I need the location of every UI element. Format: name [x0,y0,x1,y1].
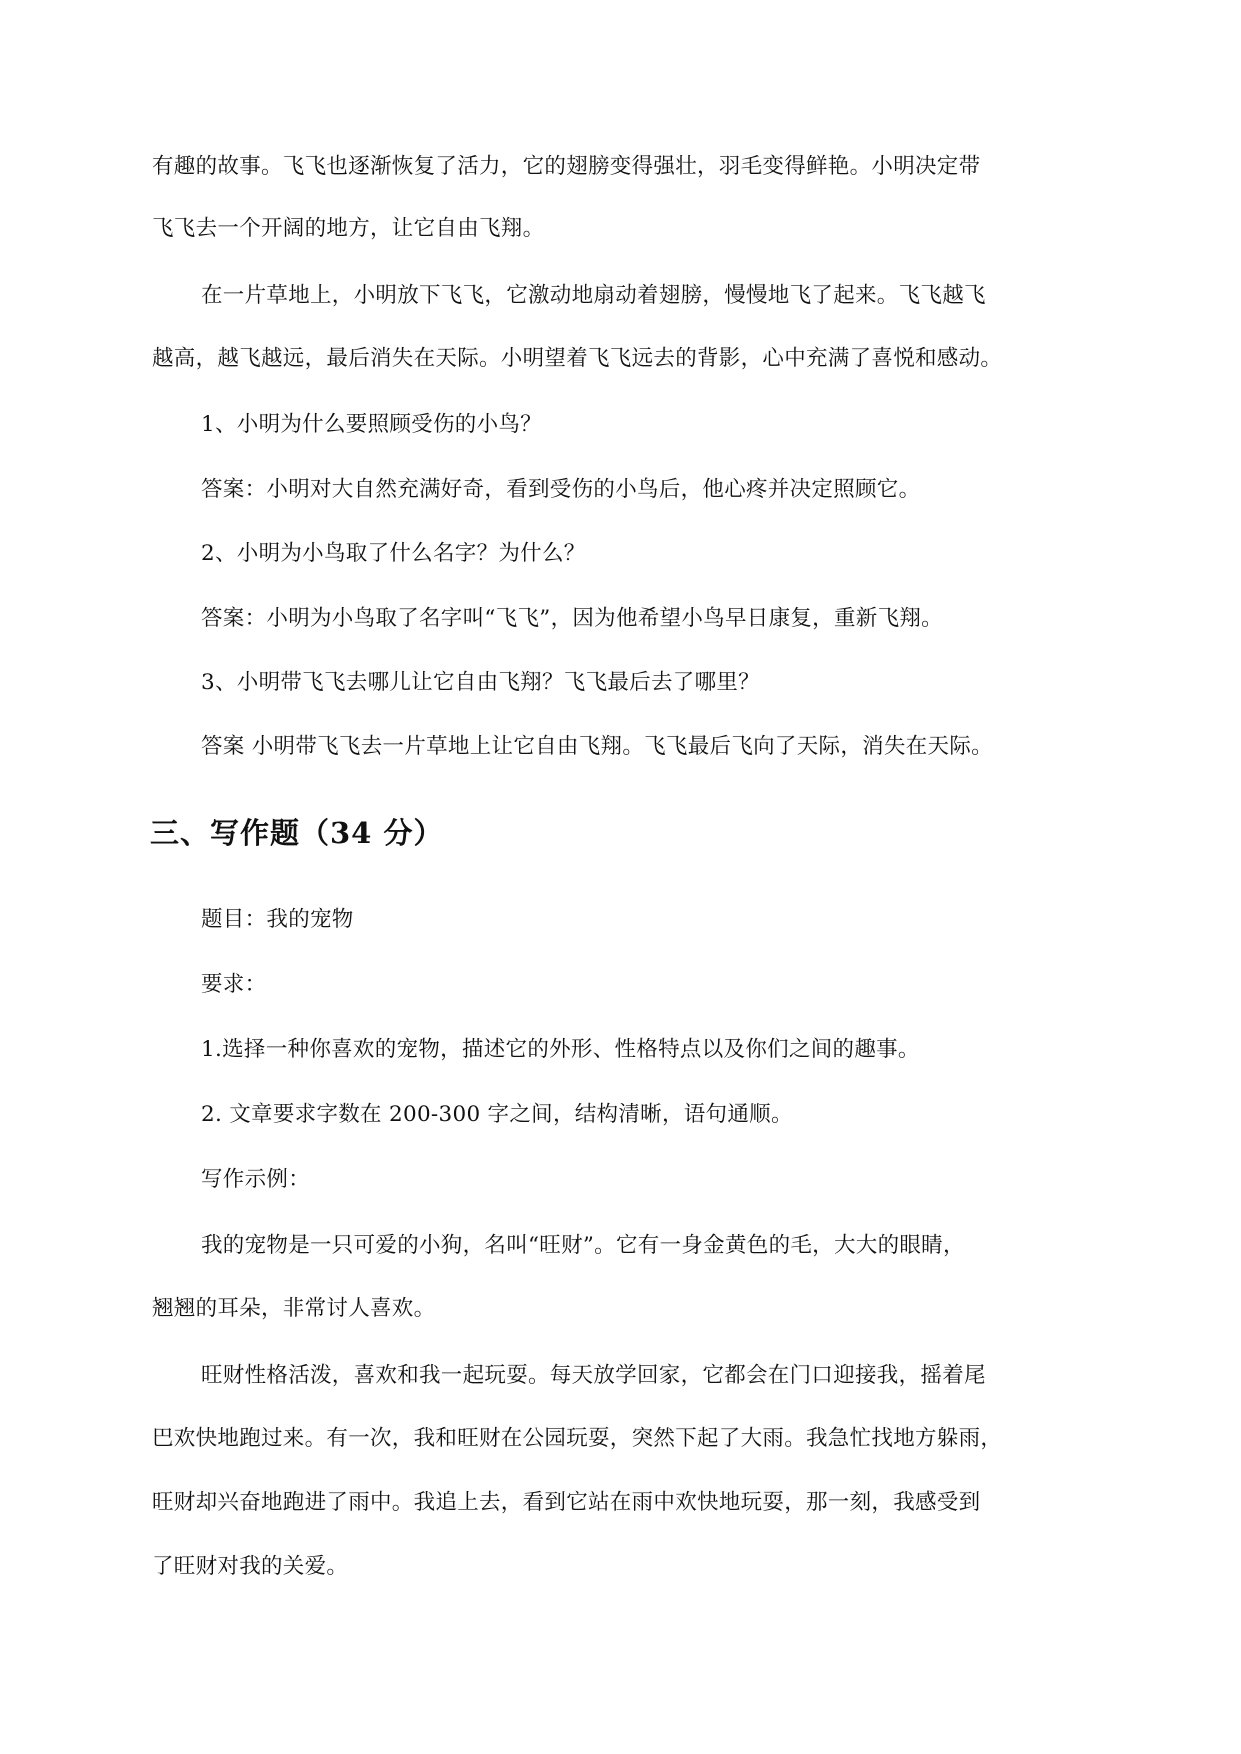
question-1: 1、小明为什么要照顾受伤的小鸟？ [201,412,542,437]
writing-requirement-1: 1.选择一种你喜欢的宠物，描述它的外形、性格特点以及你们之间的趣事。 [201,1037,920,1062]
question-3: 3、小明带飞飞去哪儿让它自由飞翔？飞飞最后去了哪里？ [201,670,760,695]
writing-requirements-label: 要求： [201,972,267,997]
section-heading-writing: 三、写作题（34 分） [150,816,444,850]
example-p1-line2: 翘翘的耳朵，非常讨人喜欢。 [152,1296,436,1321]
writing-topic: 题目：我的宠物 [201,907,354,932]
answer-2: 答案：小明为小鸟取了名字叫“飞飞”，因为他希望小鸟早日康复，重新飞翔。 [201,606,943,631]
question-2: 2、小明为小鸟取了什么名字？为什么？ [201,541,586,566]
example-p1-line1: 我的宠物是一只可爱的小狗，名叫“旺财”。它有一身金黄色的毛，大大的眼睛， [201,1233,965,1258]
example-p2-line2: 巴欢快地跑过来。有一次，我和旺财在公园玩耍，突然下起了大雨。我急忙找地方躲雨， [152,1426,1003,1451]
writing-example-label: 写作示例： [201,1167,311,1192]
example-p2-line1: 旺财性格活泼，喜欢和我一起玩耍。每天放学回家，它都会在门口迎接我，摇着尾 [201,1363,986,1388]
passage-p2-line2: 越高，越飞越远，最后消失在天际。小明望着飞飞远去的背影，心中充满了喜悦和感动。 [152,346,1003,371]
passage-p1-line2: 飞飞去一个开阔的地方，让它自由飞翔。 [152,216,545,241]
example-p2-line3: 旺财却兴奋地跑进了雨中。我追上去，看到它站在雨中欢快地玩耍，那一刻，我感受到 [152,1490,981,1515]
passage-p2-line1: 在一片草地上，小明放下飞飞，它激动地扇动着翅膀，慢慢地飞了起来。飞飞越飞 [201,283,986,308]
passage-p1-line1: 有趣的故事。飞飞也逐渐恢复了活力，它的翅膀变得强壮，羽毛变得鲜艳。小明决定带 [152,154,981,179]
writing-requirement-2: 2. 文章要求字数在 200-300 字之间，结构清晰，语句通顺。 [201,1102,793,1127]
answer-1: 答案：小明对大自然充满好奇，看到受伤的小鸟后，他心疼并决定照顾它。 [201,477,921,502]
answer-3: 答案 小明带飞飞去一片草地上让它自由飞翔。飞飞最后飞向了天际，消失在天际。 [201,734,993,759]
example-p2-line4: 了旺财对我的关爱。 [152,1554,349,1579]
